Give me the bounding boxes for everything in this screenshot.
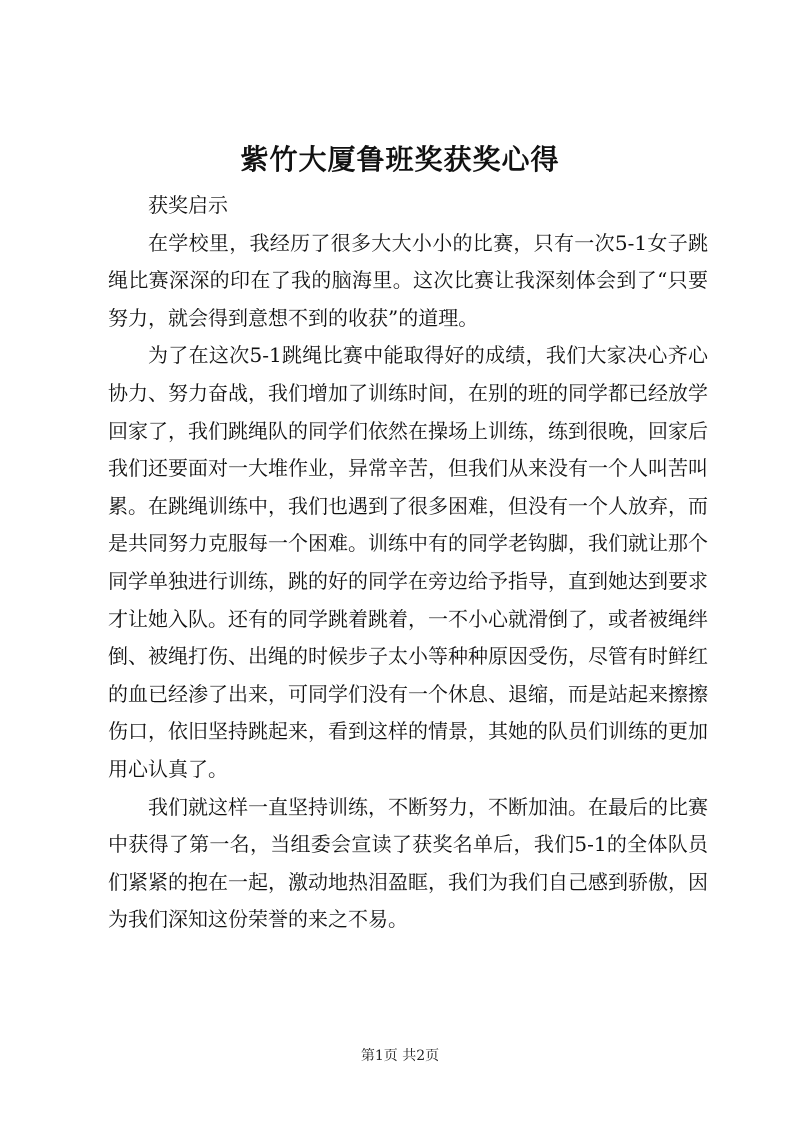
- document-body: [108, 187, 708, 939]
- page-footer: 第1页 共2页: [360, 1048, 440, 1064]
- paragraph: 我们就这样一直坚持训练，不断努力，不断加油。在最后的比赛中获得了第一名，当组委会宣读了获奖名单后，我们5-1的全体队员们紧紧的抱在一起，激动地热泪盈眶，我们为我们自己感到骄傲，因为我们深知这份荣誉的来之不易。: [108, 794, 708, 932]
- document-title: 紫竹大厦鲁班奖获奖心得: [240, 143, 560, 176]
- paragraph: 在学校里，我经历了很多大大小小的比赛，只有一次5-1女子跳绳比赛深深的印在了我的脑海里。这次比赛让我深刻体会到了“只要努力，就会得到意想不到的收获”的道理。: [108, 230, 708, 330]
- paragraph: 为了在这次5-1跳绳比赛中能取得好的成绩，我们大家决心齐心协力、努力奋战，我们增加了训练时间，在别的班的同学都已经放学回家了，我们跳绳队的同学们依然在操场上训练，练到很晚，回家后我们还要面对一大堆作业，异常辛苦，但我们从来没有一个人叫苦叫累。在跳绳训练中，我们也遇到了很多困难，但没有一个人放弃，而是共同努力克服每一个困难。训练中有的同学老钩脚，我们就让那个同学单独进行训练，跳的好的同学在旁边给予指导，直到她达到要求才让她入队。还有的同学跳着跳着，一不小心就滑倒了，或者被绳绊倒、被绳打伤、出绳的时候步子太小等种种原因受伤，尽管有时鲜红的血已经渗了出来，可同学们没有一个休息、退缩，而是站起来擦擦伤口，依旧坚持跳起来，看到这样的情景，其她的队员们训练的更加用心认真了。: [108, 343, 708, 781]
- paragraph-heading: 获奖启示: [148, 193, 228, 217]
